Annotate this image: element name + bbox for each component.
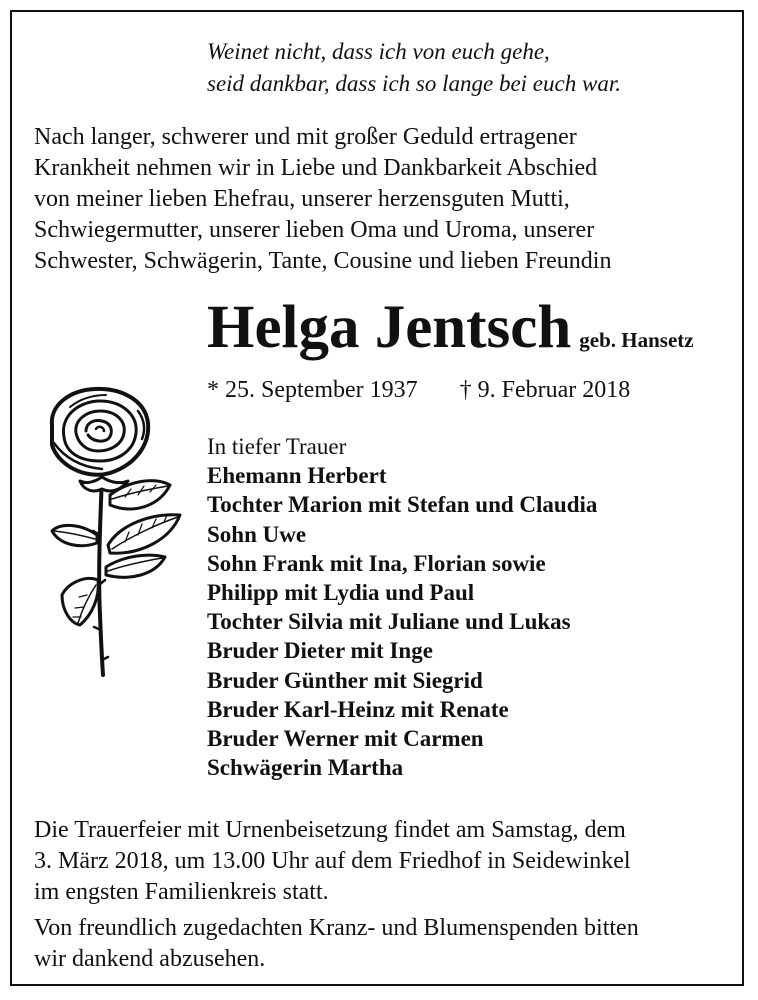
mourner-entry: Philipp mit Lydia und Paul <box>207 580 475 606</box>
mourners-list <box>207 432 597 782</box>
maiden-name: geb. Hansetz <box>579 328 694 352</box>
motto-quote <box>207 36 621 100</box>
mourner-entry: Sohn Uwe <box>207 521 307 547</box>
intro-paragraph <box>34 122 734 277</box>
life-dates <box>207 374 630 406</box>
intro-line: Schwiegermutter, unserer lieben Oma und Uroma, unserer <box>34 217 595 243</box>
service-line: 3. März 2018, um 13.00 Uhr auf dem Friedhof in Seidewinkel <box>34 848 631 874</box>
motto-line: Weinet nicht, dass ich von euch gehe, <box>207 39 550 64</box>
deceased-name-row <box>207 288 694 368</box>
request-line: wir dankend abzusehen. <box>34 946 266 972</box>
intro-line: Nach langer, schwerer und mit großer Geduld ertragener <box>34 124 577 150</box>
funeral-service-info <box>34 815 734 908</box>
service-line: Die Trauerfeier mit Urnenbeisetzung findet am Samstag, dem <box>34 817 626 843</box>
mourner-entry: Bruder Werner mit Carmen <box>207 726 484 752</box>
death-date: † 9. Februar 2018 <box>459 377 631 403</box>
intro-line: Krankheit nehmen wir in Liebe und Dankbarkeit Abschied <box>34 155 598 181</box>
intro-line: von meiner lieben Ehefrau, unserer herzensguten Mutti, <box>34 186 570 212</box>
mourner-entry: Schwägerin Martha <box>207 755 404 781</box>
mourner-entry: Sohn Frank mit Ina, Florian sowie <box>207 550 546 576</box>
mourner-entry: Bruder Karl-Heinz mit Renate <box>207 696 509 722</box>
motto-line: seid dankbar, dass ich so lange bei euch war. <box>207 71 621 96</box>
mourner-entry: Tochter Marion mit Stefan und Claudia <box>207 492 598 518</box>
birth-date: * 25. September 1937 <box>207 377 418 403</box>
intro-line: Schwester, Schwägerin, Tante, Cousine und lieben Freundin <box>34 248 612 274</box>
flower-request <box>34 913 734 975</box>
mourner-entry: Ehemann Herbert <box>207 463 387 489</box>
mourner-entry: Tochter Silvia mit Juliane und Lukas <box>207 609 571 635</box>
deceased-name: Helga Jentsch <box>207 294 572 361</box>
rose-icon <box>40 385 190 680</box>
mourner-entry: Bruder Dieter mit Inge <box>207 638 433 664</box>
request-line: Von freundlich zugedachten Kranz- und Blumenspenden bitten <box>34 915 639 941</box>
mourning-lead: In tiefer Trauer <box>207 434 347 459</box>
mourner-entry: Bruder Günther mit Siegrid <box>207 667 483 693</box>
service-line: im engsten Familienkreis statt. <box>34 879 329 905</box>
